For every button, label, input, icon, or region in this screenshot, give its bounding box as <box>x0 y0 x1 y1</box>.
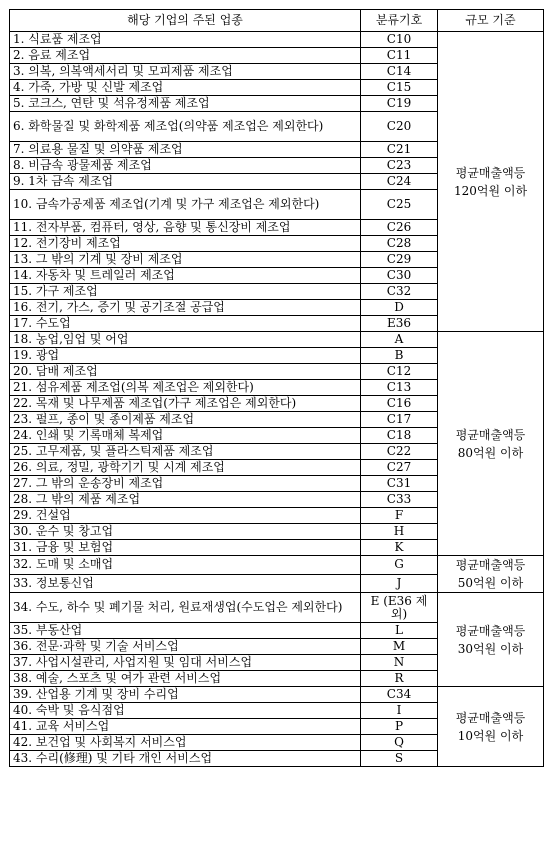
industry-name: 36. 전문·과학 및 기술 서비스업 <box>10 639 361 655</box>
scale-criteria <box>438 556 544 593</box>
scale-criteria-line1: 평균매출액등 <box>455 165 526 180</box>
scale-criteria <box>438 332 544 556</box>
classification-code: C24 <box>361 174 438 190</box>
table-header-row <box>10 10 544 32</box>
classification-code: C25 <box>361 190 438 220</box>
scale-criteria-line2: 10억원 이하 <box>457 728 524 743</box>
scale-criteria-line2: 80억원 이하 <box>457 445 524 460</box>
industry-name: 34. 수도, 하수 및 폐기물 처리, 원료재생업(수도업은 제외한다) <box>10 593 361 623</box>
industry-name: 25. 고무제품, 및 플라스틱제품 제조업 <box>10 444 361 460</box>
industry-name: 42. 보건업 및 사회복지 서비스업 <box>10 735 361 751</box>
table-row <box>10 332 544 348</box>
classification-code: H <box>361 524 438 540</box>
classification-code: Q <box>361 735 438 751</box>
classification-code: F <box>361 508 438 524</box>
industry-name: 22. 목재 및 나무제품 제조업(가구 제조업은 제외한다) <box>10 396 361 412</box>
industry-scale-table <box>9 9 544 767</box>
scale-criteria <box>438 593 544 687</box>
classification-code: C23 <box>361 158 438 174</box>
classification-code: C17 <box>361 412 438 428</box>
scale-criteria-line1: 평균매출액등 <box>455 710 526 725</box>
industry-name: 11. 전자부품, 컴퓨터, 영상, 음향 및 통신장비 제조업 <box>10 220 361 236</box>
industry-name: 39. 산업용 기계 및 장비 수리업 <box>10 687 361 703</box>
table-row <box>10 687 544 703</box>
industry-name: 32. 도매 및 소매업 <box>10 556 361 575</box>
table-body <box>10 32 544 767</box>
industry-name: 41. 교육 서비스업 <box>10 719 361 735</box>
industry-name: 35. 부동산업 <box>10 623 361 639</box>
classification-code: A <box>361 332 438 348</box>
classification-code: C28 <box>361 236 438 252</box>
classification-code: K <box>361 540 438 556</box>
scale-criteria <box>438 32 544 332</box>
industry-name: 12. 전기장비 제조업 <box>10 236 361 252</box>
classification-code: J <box>361 574 438 593</box>
classification-code: C31 <box>361 476 438 492</box>
scale-criteria-line1: 평균매출액등 <box>455 558 526 572</box>
scale-criteria-line2: 50억원 이하 <box>457 576 524 590</box>
classification-code: C18 <box>361 428 438 444</box>
table-row <box>10 593 544 623</box>
industry-name: 9. 1차 금속 제조업 <box>10 174 361 190</box>
industry-name: 4. 가죽, 가방 및 신발 제조업 <box>10 80 361 96</box>
industry-name: 16. 전기, 가스, 증기 및 공기조절 공급업 <box>10 300 361 316</box>
industry-name: 37. 사업시설관리, 사업지원 및 임대 서비스업 <box>10 655 361 671</box>
header-scale-criteria: 규모 기준 <box>438 10 544 32</box>
table-row <box>10 556 544 575</box>
classification-code: M <box>361 639 438 655</box>
classification-code: R <box>361 671 438 687</box>
classification-code: C20 <box>361 112 438 142</box>
industry-name: 38. 예술, 스포츠 및 여가 관련 서비스업 <box>10 671 361 687</box>
scale-criteria-line2: 30억원 이하 <box>457 641 524 656</box>
classification-code: C12 <box>361 364 438 380</box>
industry-name: 8. 비금속 광물제품 제조업 <box>10 158 361 174</box>
scale-criteria-line1: 평균매출액등 <box>455 623 526 638</box>
classification-code: C29 <box>361 252 438 268</box>
industry-name: 28. 그 밖의 제품 제조업 <box>10 492 361 508</box>
header-classification-code: 분류기호 <box>361 10 438 32</box>
industry-name: 33. 정보통신업 <box>10 574 361 593</box>
industry-name: 40. 숙박 및 음식점업 <box>10 703 361 719</box>
industry-name: 23. 펄프, 종이 및 종이제품 제조업 <box>10 412 361 428</box>
industry-name: 30. 운수 및 창고업 <box>10 524 361 540</box>
classification-code: C26 <box>361 220 438 236</box>
classification-code: C27 <box>361 460 438 476</box>
classification-code: C10 <box>361 32 438 48</box>
industry-name: 26. 의료, 정밀, 광학기기 및 시계 제조업 <box>10 460 361 476</box>
classification-code: L <box>361 623 438 639</box>
table-row <box>10 32 544 48</box>
industry-name: 15. 가구 제조업 <box>10 284 361 300</box>
industry-name: 21. 섬유제품 제조업(의복 제조업은 제외한다) <box>10 380 361 396</box>
classification-code: C19 <box>361 96 438 112</box>
industry-name: 18. 농업,임업 및 어업 <box>10 332 361 348</box>
classification-code: C16 <box>361 396 438 412</box>
classification-code: C11 <box>361 48 438 64</box>
classification-code: P <box>361 719 438 735</box>
industry-name: 7. 의료용 물질 및 의약품 제조업 <box>10 142 361 158</box>
industry-name: 1. 식료품 제조업 <box>10 32 361 48</box>
industry-name: 19. 광업 <box>10 348 361 364</box>
classification-code: C21 <box>361 142 438 158</box>
scale-criteria <box>438 687 544 767</box>
industry-name: 13. 그 밖의 기계 및 장비 제조업 <box>10 252 361 268</box>
classification-code: E36 <box>361 316 438 332</box>
classification-code: B <box>361 348 438 364</box>
industry-name: 29. 건설업 <box>10 508 361 524</box>
classification-code: C33 <box>361 492 438 508</box>
classification-code: C14 <box>361 64 438 80</box>
classification-code: S <box>361 751 438 767</box>
classification-code: I <box>361 703 438 719</box>
industry-name: 2. 음료 제조업 <box>10 48 361 64</box>
classification-code: G <box>361 556 438 575</box>
industry-name: 17. 수도업 <box>10 316 361 332</box>
scale-criteria-line1: 평균매출액등 <box>455 427 526 442</box>
classification-code: C13 <box>361 380 438 396</box>
classification-code: E (E36 제외) <box>361 593 438 623</box>
classification-code: N <box>361 655 438 671</box>
industry-name: 27. 그 밖의 운송장비 제조업 <box>10 476 361 492</box>
header-industry: 해당 기업의 주된 업종 <box>10 10 361 32</box>
industry-name: 20. 담배 제조업 <box>10 364 361 380</box>
industry-name: 10. 금속가공제품 제조업(기계 및 가구 제조업은 제외한다) <box>10 190 361 220</box>
industry-name: 3. 의복, 의복액세서리 및 모피제품 제조업 <box>10 64 361 80</box>
industry-name: 43. 수리(修理) 및 기타 개인 서비스업 <box>10 751 361 767</box>
industry-name: 14. 자동차 및 트레일러 제조업 <box>10 268 361 284</box>
classification-code: C22 <box>361 444 438 460</box>
classification-code: C15 <box>361 80 438 96</box>
classification-code: D <box>361 300 438 316</box>
classification-code: C34 <box>361 687 438 703</box>
scale-criteria-line2: 120억원 이하 <box>453 183 528 198</box>
classification-code: C32 <box>361 284 438 300</box>
industry-name: 6. 화학물질 및 화학제품 제조업(의약품 제조업은 제외한다) <box>10 112 361 142</box>
industry-name: 31. 금융 및 보험업 <box>10 540 361 556</box>
industry-name: 24. 인쇄 및 기록매체 복제업 <box>10 428 361 444</box>
industry-name: 5. 코크스, 연탄 및 석유정제품 제조업 <box>10 96 361 112</box>
classification-code: C30 <box>361 268 438 284</box>
